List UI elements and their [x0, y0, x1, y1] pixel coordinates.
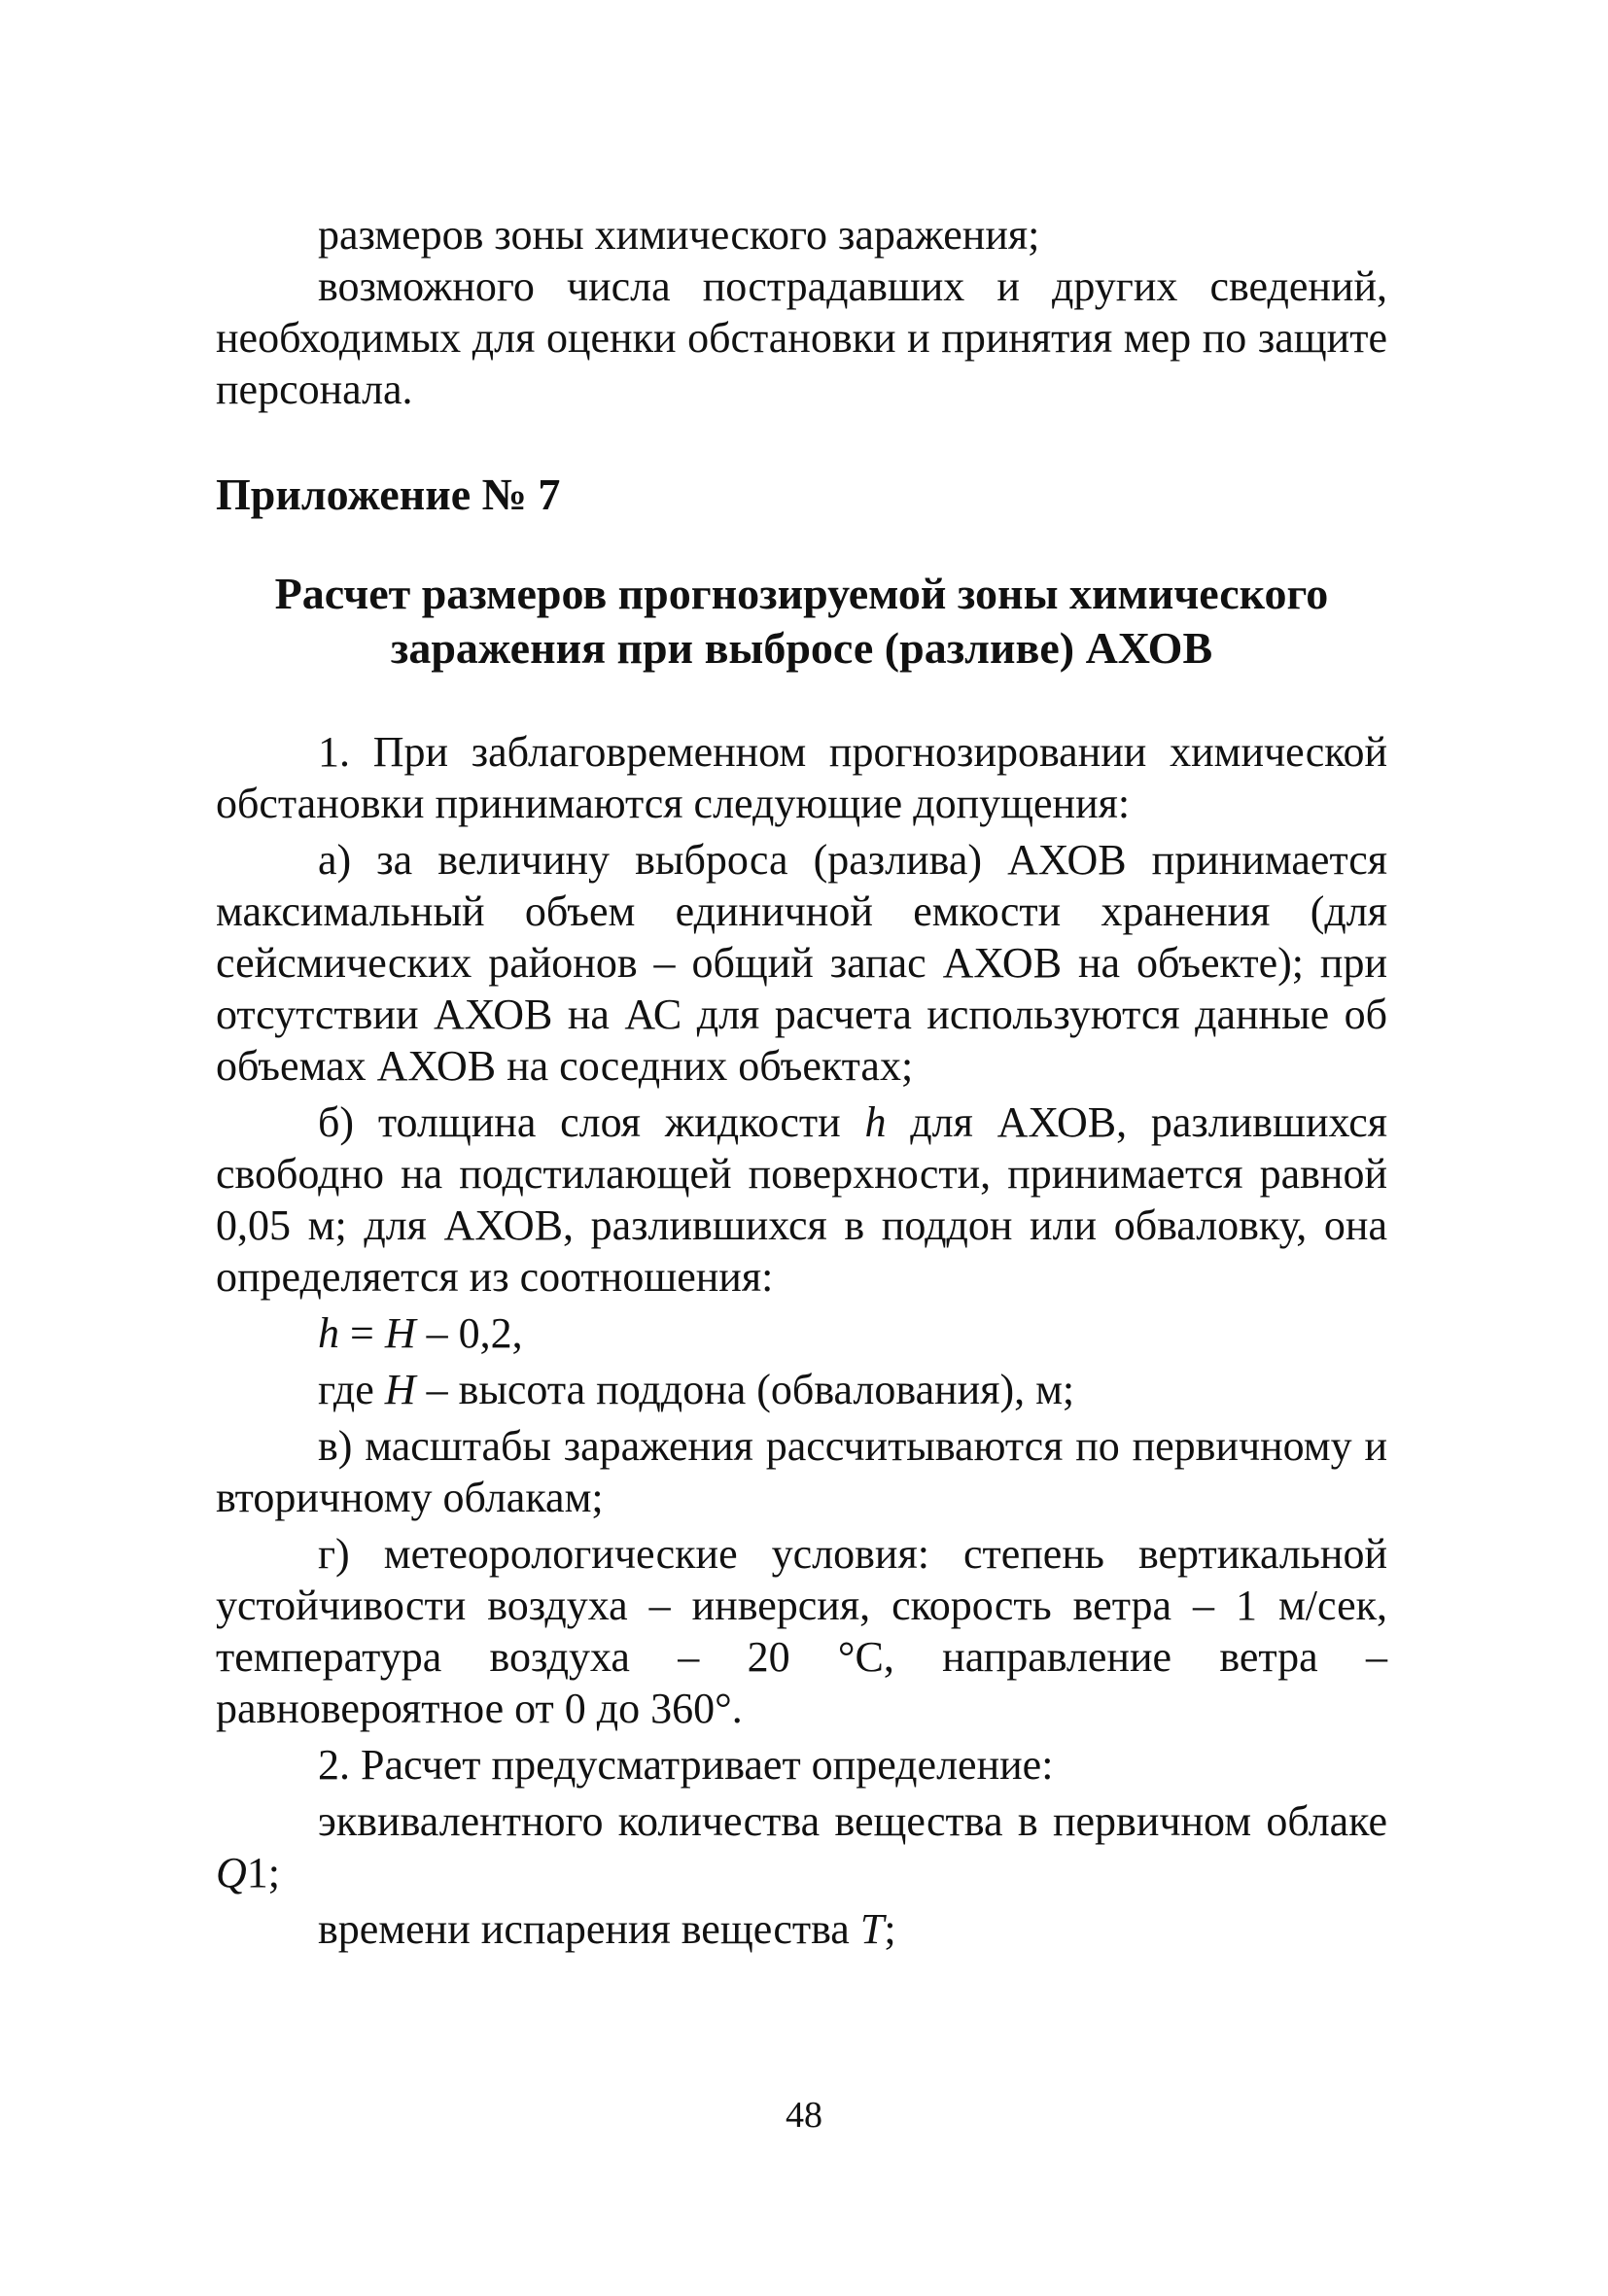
appendix-label: Приложение № 7 [216, 470, 561, 519]
variable-T: T [859, 1905, 885, 1953]
paragraph-where [216, 1364, 1387, 1415]
document-page [216, 209, 1387, 1955]
page-number: 48 [786, 2095, 822, 2136]
paragraph-evaporation-time [216, 1903, 1387, 1955]
time-text-end: ; [884, 1905, 896, 1953]
paragraph-contamination-zone: размеров зоны химического заражения; [318, 211, 1040, 259]
paragraph-q1 [216, 1795, 1387, 1898]
q1-text-start: эквивалентного количества вещества в первичном облаке [318, 1797, 1387, 1845]
formula-h [216, 1307, 1387, 1359]
item-b-text-start: б) толщина слоя жидкости [318, 1098, 865, 1146]
variable-Q: Q [216, 1849, 247, 1896]
where-text-end: – высота поддона (обвалования), м; [415, 1366, 1075, 1413]
item-b-text-end: для АХОВ, разлившихся свободно на подстилающей поверхности, принимается равной 0,05 м; для АХОВ, разлившихся в поддон или обваловку, она определяется из соотношения: [216, 1098, 1387, 1301]
formula-lhs: h [318, 1309, 339, 1357]
paragraph-item-1: 1. При заблаговременном прогнозировании химической обстановки принимаются следующие допущения: [216, 728, 1387, 827]
section-title-line-2: заражения при выбросе (разливе) АХОВ [390, 623, 1213, 673]
paragraph-item-v: в) масштабы заражения рассчитываются по первичному и вторичному облакам; [216, 1422, 1387, 1521]
q1-text-end: 1; [246, 1849, 281, 1896]
where-text-start: где [318, 1366, 385, 1413]
formula-var-H: H [384, 1309, 416, 1357]
formula-rhs: – 0,2, [415, 1309, 523, 1357]
paragraph-item-g: г) метеорологические условия: степень вертикальной устойчивости воздуха – инверсия, скорость ветра – 1 м/сек, температура воздуха – 20 °С, направление ветра – равновероятное от 0 до 360°. [216, 1530, 1387, 1732]
section-title-line-1: Расчет размеров прогнозируемой зоны химического [274, 569, 1329, 618]
paragraph-item-2: 2. Расчет предусматривает определение: [318, 1741, 1054, 1789]
paragraph-item-a: а) за величину выброса (разлива) АХОВ принимается максимальный объем единичной емкости хранения (для сейсмических районов – общий запас АХОВ на объекте); при отсутствии АХОВ на АС для расчета используются данные об объемах АХОВ на соседних объектах; [216, 836, 1387, 1090]
paragraph-casualties: возможного числа пострадавших и других сведений, необходимых для оценки обстановки и принятия мер по защите персонала. [216, 262, 1387, 413]
time-text-start: времени испарения вещества [318, 1905, 860, 1953]
formula-equals: = [339, 1309, 385, 1357]
where-var-H: H [384, 1366, 416, 1413]
paragraph-item-b [216, 1096, 1387, 1303]
section-title [216, 567, 1387, 676]
variable-h: h [864, 1098, 887, 1146]
